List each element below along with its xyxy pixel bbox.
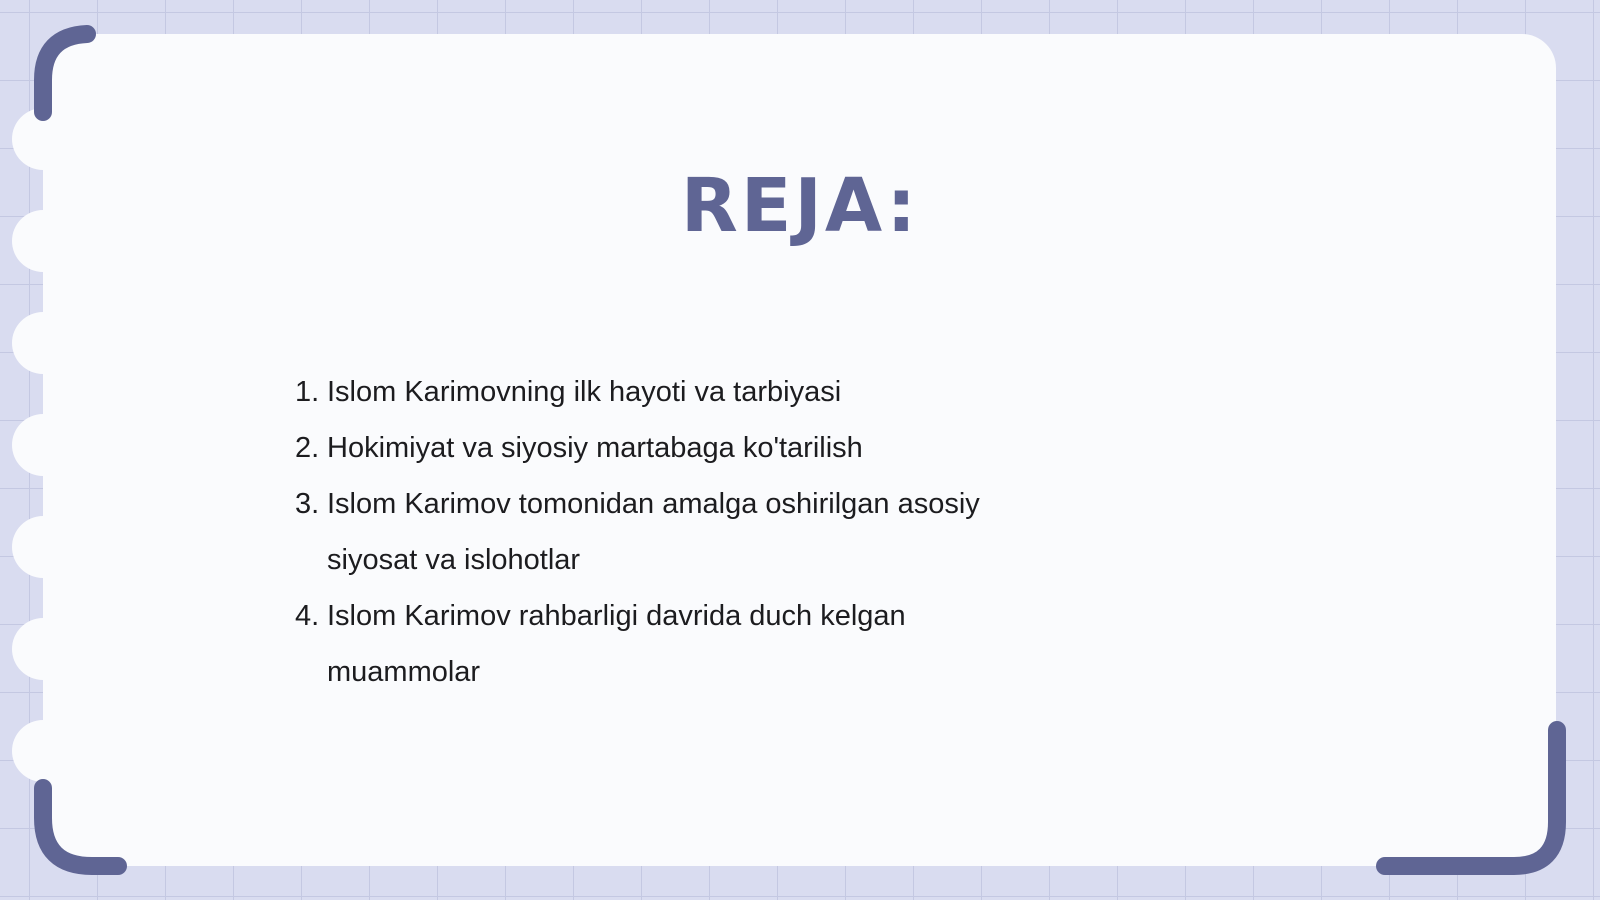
agenda-item-number: 1. xyxy=(295,376,320,408)
agenda-item xyxy=(295,476,1055,588)
bottom-right-corner-bracket xyxy=(1385,730,1557,866)
agenda-item-number: 2. xyxy=(295,432,320,464)
slide-title: REJA: xyxy=(680,163,920,249)
agenda-item-text: Islom Karimov tomonidan amalga oshirilgan asosiy siyosat va islohotlar xyxy=(327,488,980,576)
top-left-corner-bracket xyxy=(43,34,87,112)
agenda-item-text: Hokimiyat va siyosiy martabaga ko'tarilish xyxy=(327,432,863,464)
agenda-item-number: 4. xyxy=(295,600,320,632)
agenda-item-text: Islom Karimov rahbarligi davrida duch kelgan muammolar xyxy=(327,600,906,688)
agenda-item xyxy=(295,364,1055,420)
agenda-item xyxy=(295,588,1055,700)
agenda-list xyxy=(295,364,1055,700)
agenda-item-text: Islom Karimovning ilk hayoti va tarbiyasi xyxy=(327,376,842,408)
agenda-item-number: 3. xyxy=(295,488,320,520)
agenda-item xyxy=(295,420,1055,476)
bottom-left-corner-bracket xyxy=(43,788,118,866)
